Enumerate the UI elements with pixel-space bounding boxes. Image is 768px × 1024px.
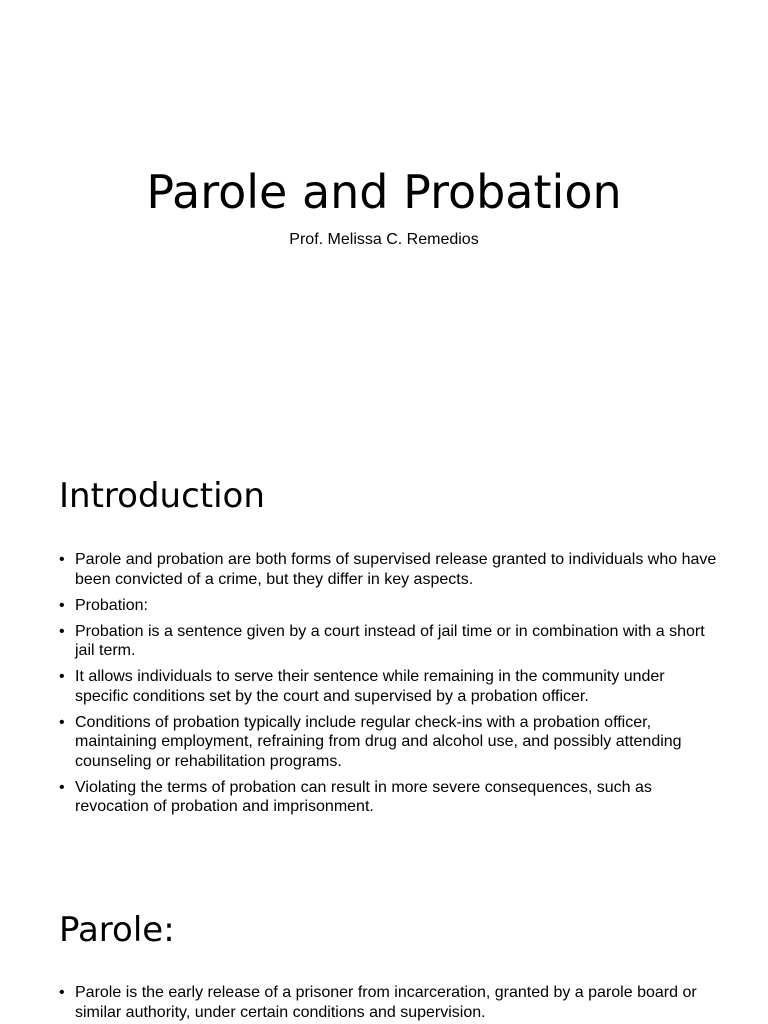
list-item — [59, 550, 719, 589]
parole-bullet-list — [59, 983, 719, 1024]
bullet-icon: • — [59, 551, 65, 568]
introduction-bullet-list — [59, 550, 719, 823]
list-item — [59, 596, 719, 616]
bullet-text: It allows individuals to serve their sentence while remaining in the community under specific conditions set by the court and supervised by a probation officer. — [75, 668, 665, 705]
bullet-icon: • — [59, 622, 65, 640]
bullet-text: Probation: — [75, 596, 148, 614]
bullet-icon: • — [59, 778, 65, 796]
introduction-heading: Introduction — [59, 476, 265, 516]
bullet-text: Parole and probation are both forms of supervised release granted to individuals who have been convicted of a crime, but they differ in key aspects. — [75, 551, 717, 588]
parole-heading: Parole: — [59, 910, 175, 950]
bullet-text: Probation is a sentence given by a court instead of jail time or in combination with a short jail term. — [75, 622, 705, 659]
bullet-icon: • — [59, 596, 65, 614]
bullet-text: Parole is the early release of a prisoner from incarceration, granted by a parole board or similar authority, under certain conditions and supervision. — [75, 984, 697, 1021]
author-subtitle: Prof. Melissa C. Remedios — [289, 231, 479, 248]
parole-slide — [0, 880, 768, 1024]
bullet-icon: • — [59, 668, 65, 685]
list-item — [59, 667, 719, 706]
introduction-slide — [0, 430, 768, 870]
bullet-text: Violating the terms of probation can result in more severe consequences, such as revocation of probation and imprisonment. — [75, 778, 652, 815]
page-title: Parole and Probation — [146, 165, 622, 219]
bullet-text: Conditions of probation typically include regular check-ins with a probation officer, maintaining employment, refraining from drug and alcohol use, and possibly attending counseling or rehabilitation programs. — [75, 713, 682, 770]
list-item — [59, 778, 719, 817]
list-item — [59, 713, 719, 772]
bullet-icon: • — [59, 713, 65, 731]
title-slide — [0, 0, 768, 420]
list-item — [59, 622, 719, 661]
list-item — [59, 983, 719, 1022]
bullet-icon: • — [59, 984, 65, 1001]
